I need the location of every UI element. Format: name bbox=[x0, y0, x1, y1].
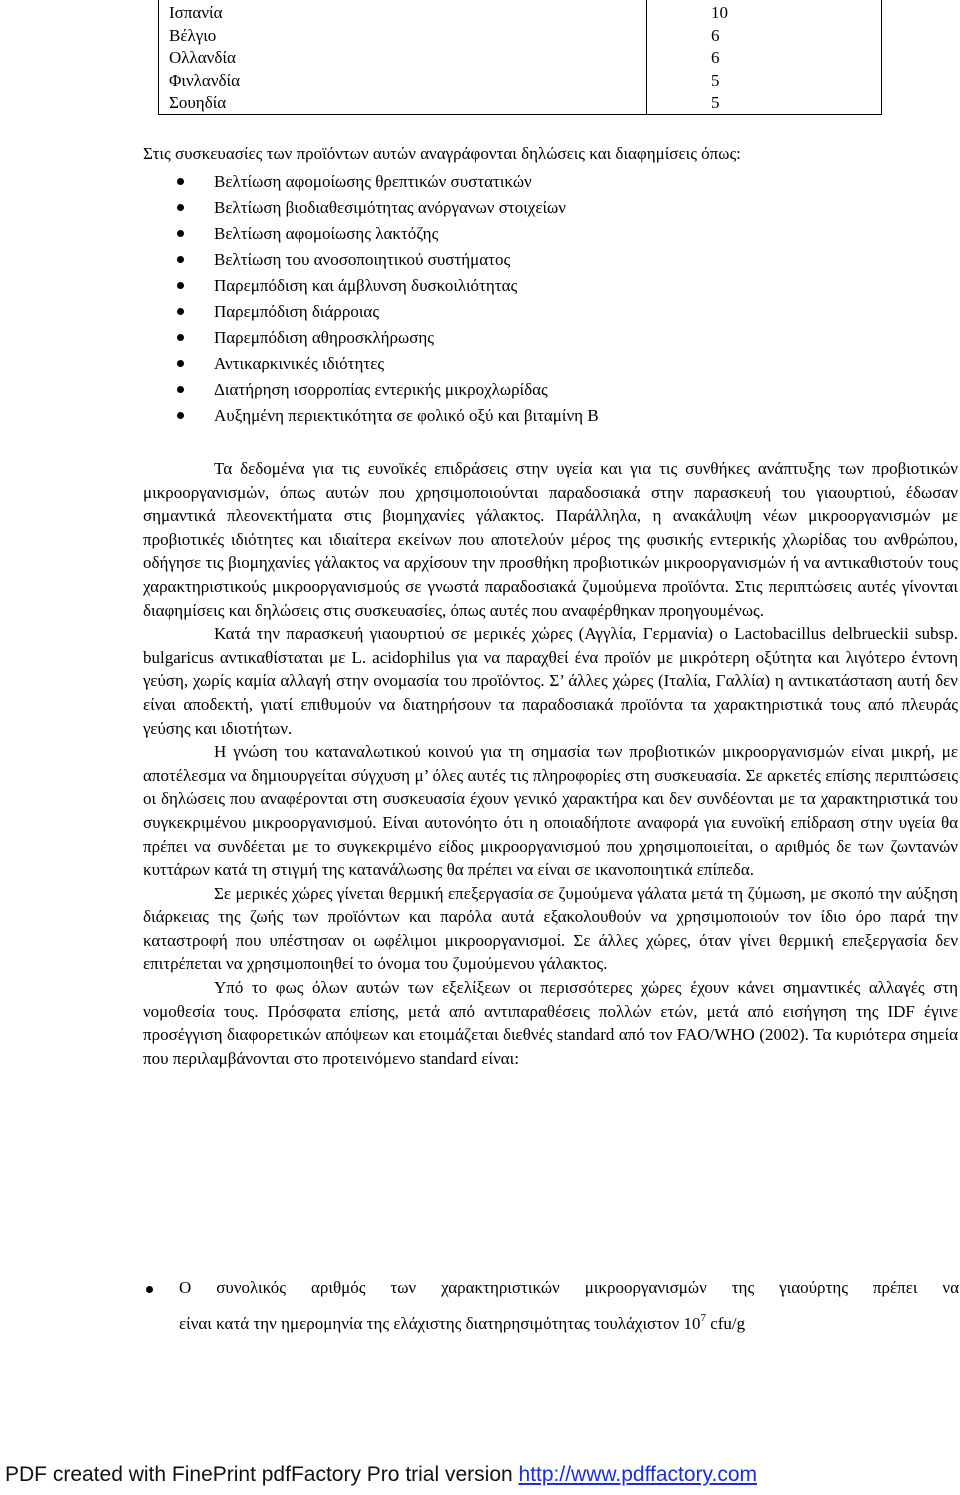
country-cell: Βέλγιο bbox=[169, 25, 217, 45]
list-item bbox=[143, 169, 599, 195]
unit-text: cfu/g bbox=[705, 1314, 746, 1333]
paragraph: Κατά την παρασκευή γιαουρτιού σε μερικές χώρες (Αγγλία, Γερμανία) ο Lactobacillus delbrueckii subsp. bulgaricus αντικαθίσταται με L. acidophilus για να παραχθεί ένα προϊόν με μικρότερη οξύτητα και λιγότερο έντονη γεύση, χωρίς καμία αλλαγή στην ονομασία του προϊόντος. Σ’ άλλες χώρες (Ιταλία, Γαλλία) η αντικατάσταση αυτή δεν είναι αποδεκτή, γιατί επιθυμούν να διατηρήσουν τα παραδοσιακά προϊόντα τα χαρακτηριστικά τους από πλευράς γεύσης και ιδιοτήτων. bbox=[143, 624, 958, 738]
list-item-text: Αντικαρκινικές ιδιότητες bbox=[214, 354, 385, 373]
value-cell: 6 bbox=[711, 25, 720, 45]
list-item bbox=[143, 195, 599, 221]
list-item bbox=[143, 247, 599, 273]
intro-sentence: Στις συσκευασίες των προϊόντων αυτών αναγράφονται δηλώσεις και διαφημίσεις όπως: bbox=[143, 144, 741, 163]
bullet-icon bbox=[177, 256, 184, 263]
paragraph: Η γνώση του καταναλωτικού κοινού για τη σημασία των προβιοτικών μικροοργανισμών είναι μικρή, με αποτέλεσμα να δημιουργείται σύγχυση μ’ όλες αυτές τις πληροφορίες στη συσκευασία. Σε αρκετές επίσης περιπτώσεις οι δηλώσεις που αναφέρονται στη συσκευασία έχουν γενικό χαρακτήρα και δεν συνδέονται με τα χαρακτηριστικά του συγκεκριμένου μικροοργανισμού. Είναι αυτονόητο ότι η οποιαδήποτε αναφορά για ευνοϊκή επίδραση στην υγεία θα πρέπει να συνδέεται με το συγκεκριμένο είδος μικροοργανισμού που χρησιμοποιείται, ο αριθμός δε των ζωντανών κυττάρων κατά τη στιγμή της κατανάλωσης θα πρέπει να είναι σε ικανοποιητικά επίπεδα. bbox=[143, 742, 958, 880]
bullet-icon bbox=[177, 334, 184, 341]
list-item-text: Παρεμπόδιση και άμβλυνση δυσκοιλιότητας bbox=[214, 276, 518, 295]
list-item-text: Αυξημένη περιεκτικότητα σε φολικό οξύ και βιταμίνη Β bbox=[214, 406, 599, 425]
value-cell: 5 bbox=[711, 93, 720, 113]
list-item bbox=[143, 351, 599, 377]
list-item-text: Παρεμπόδιση διάρροιας bbox=[214, 302, 380, 321]
list-item bbox=[143, 377, 599, 403]
country-cell: Ολλανδία bbox=[169, 48, 236, 68]
country-column bbox=[159, 0, 647, 114]
standard-item-text: είναι κατά την ημερομηνία της ελάχιστης διατηρησιμότητας τουλάχιστον 10 bbox=[179, 1314, 701, 1333]
value-cell: 5 bbox=[711, 70, 720, 90]
country-cell: Σουηδία bbox=[169, 93, 227, 113]
bullet-icon bbox=[177, 360, 184, 367]
body-text bbox=[143, 457, 958, 1070]
exponent: 7 bbox=[700, 1312, 706, 1324]
bullet-icon bbox=[177, 230, 184, 237]
bullet-icon bbox=[177, 178, 184, 185]
paragraph: Σε μερικές χώρες γίνεται θερμική επεξεργασία σε ζυμούμενα γάλατα μετά τη ζύμωση, με σκοπό την αύξηση διάρκειας της ζωής των προϊόντων και παρόλα αυτά εξακολουθούν να χρησιμοποιούν τον ίδιο όρο παρά την καταστροφή που υπέστησαν οι ωφέλιμοι μικροοργανισμοί. Σε άλλες χώρες, όταν γίνει θερμική επεξεργασία δεν επιτρέπεται να χρησιμοποιηθεί το όνομα του ζυμούμενου γάλακτος. bbox=[143, 883, 958, 974]
list-item bbox=[143, 403, 599, 429]
paragraph: Τα δεδομένα για τις ευνοϊκές επιδράσεις στην υγεία και για τις συνθήκες ανάπτυξης των προβιοτικών μικροοργανισμών, όπως αυτών που χρησιμοποιούνται παραδοσιακά στην παρασκευή του γιαουρτιού, έδωσαν σημαντικά πλεονεκτήματα στις βιομηχανίες γάλακτος. Παράλληλα, η ανακάλυψη νέων μικροοργανισμών με προβιοτικές ιδιότητες και ιδιαίτερα εκείνων που αποτελούν μέρος της φυσικής εντερικής χλωρίδας του ανθρώπου, οδήγησε τις βιομηχανίες γάλακτος να αρχίσουν την προσθήκη προβιοτικών μικροοργανισμών ή να αντικαθιστούν τους χαρακτηριστικούς μικροοργανισμούς σε γνωστά παραδοσιακά ζυμούμενα προϊόντα. Στις περιπτώσεις αυτές γίνονται διαφημίσεις και δηλώσεις στις συσκευασίες, όπως αυτές που αναφέρθηκαν προηγουμένως. bbox=[143, 459, 958, 620]
country-table bbox=[158, 0, 882, 115]
standard-item-line: Ο συνολικός αριθμός των χαρακτηριστικών μικροοργανισμών της γιαούρτης πρέπει να bbox=[179, 1278, 959, 1297]
pdf-footer bbox=[5, 1463, 757, 1487]
standard-item-line bbox=[179, 1306, 745, 1336]
country-cell: Φινλανδία bbox=[169, 70, 241, 90]
bullet-icon bbox=[177, 282, 184, 289]
list-item-text: Παρεμπόδιση αθηροσκλήρωσης bbox=[214, 328, 434, 347]
country-cell: Ισπανία bbox=[169, 3, 223, 22]
value-cell: 10 bbox=[711, 3, 728, 22]
list-item-text: Διατήρηση ισορροπίας εντερικής μικροχλωρίδας bbox=[214, 380, 548, 399]
paragraph: Υπό το φως όλων αυτών των εξελίξεων οι περισσότερες χώρες έχουν κάνει σημαντικές αλλαγές στη νομοθεσία τους. Πρόσφατα επίσης, μετά από αντιπαραθέσεις πολλών ετών, μετά από εισήγηση της IDF έγινε προσέγγιση διαφορετικών απόψεων και ετοιμάζεται διεθνές standard από τον FAO/WHO (2002). Τα κυριότερα σημεία που περιλαμβάνονται στο προτεινόμενο standard είναι: bbox=[143, 978, 958, 1068]
footer-text: PDF created with FinePrint pdfFactory Pro trial version bbox=[5, 1463, 519, 1486]
list-item-text: Βελτίωση βιοδιαθεσιμότητας ανόργανων στοιχείων bbox=[214, 198, 566, 217]
list-item-text: Βελτίωση αφομοίωσης λακτόζης bbox=[214, 224, 439, 243]
list-item bbox=[143, 273, 599, 299]
bullet-icon bbox=[177, 204, 184, 211]
list-item-text: Βελτίωση του ανοσοποιητικού συστήματος bbox=[214, 250, 511, 269]
list-item bbox=[143, 299, 599, 325]
claims-list bbox=[143, 169, 599, 429]
list-item bbox=[143, 221, 599, 247]
bullet-icon bbox=[146, 1286, 153, 1293]
bullet-icon bbox=[177, 412, 184, 419]
list-item bbox=[143, 325, 599, 351]
bullet-icon bbox=[177, 386, 184, 393]
bullet-icon bbox=[177, 308, 184, 315]
value-cell: 6 bbox=[711, 48, 720, 68]
footer-link[interactable]: http://www.pdffactory.com bbox=[518, 1463, 758, 1486]
list-item-text: Βελτίωση αφομοίωσης θρεπτικών συστατικών bbox=[214, 172, 532, 191]
value-column bbox=[647, 0, 881, 114]
